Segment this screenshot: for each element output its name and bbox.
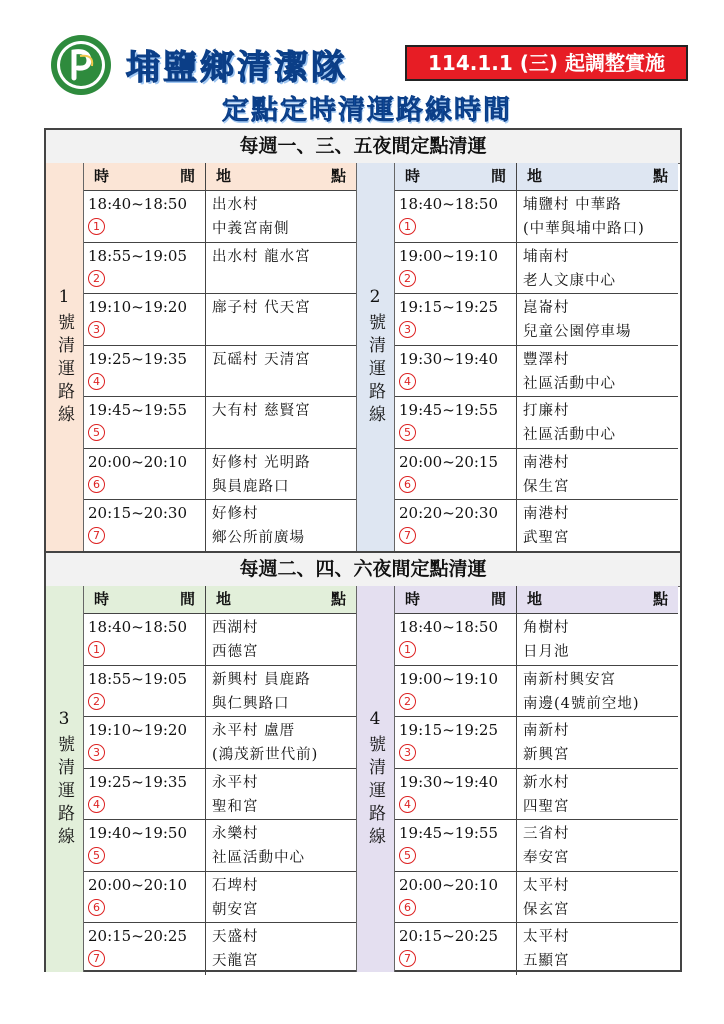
time-range: 19:10~19:20 — [88, 721, 188, 739]
location-line-1: 崑崙村 — [523, 300, 570, 316]
location-line-1: 石埤村 — [212, 877, 259, 894]
location-cell — [517, 346, 678, 397]
location-line-1: 南港村 — [523, 506, 570, 522]
location-line-2: (中華與埔中路口) — [523, 221, 645, 237]
route-3-label: 3號清運路線 — [46, 586, 84, 972]
route-2-table — [395, 163, 678, 552]
stop-number-badge: 2 — [88, 693, 105, 710]
time-cell — [395, 191, 517, 242]
stop-number-badge: 6 — [88, 899, 105, 916]
location-cell — [517, 243, 678, 294]
table-row — [395, 717, 678, 769]
time-range: 18:40~18:50 — [399, 618, 499, 636]
table-row — [84, 872, 356, 924]
time-range: 19:10~19:20 — [88, 298, 188, 316]
location-line-2: 朝安宮 — [212, 901, 259, 918]
stop-number-badge: 4 — [88, 373, 105, 390]
stop-number-badge: 6 — [399, 899, 416, 916]
header-text: 時 — [94, 590, 110, 608]
org-title: 埔鹽鄉清潔隊 — [126, 48, 348, 88]
time-cell — [395, 243, 517, 294]
time-range: 19:15~19:25 — [399, 298, 499, 316]
location-line-2: 鄉公所前廣場 — [212, 530, 305, 546]
location-line-2: 武聖宮 — [523, 530, 570, 546]
time-cell — [84, 500, 206, 552]
location-line-1: 出水村 — [212, 197, 259, 213]
header-text: 點 — [652, 590, 668, 608]
location-line-2: 保玄宮 — [523, 901, 570, 918]
time-cell — [395, 346, 517, 397]
time-range: 19:25~19:35 — [88, 349, 188, 368]
time-cell — [84, 769, 206, 820]
time-cell — [84, 243, 206, 294]
table-header — [84, 163, 356, 191]
time-cell — [84, 449, 206, 500]
location-line-2: 五顯宮 — [523, 953, 570, 969]
section1-banner: 每週一、三、五夜間定點清運 — [46, 130, 680, 164]
table-row — [84, 666, 356, 718]
location-cell — [517, 820, 678, 871]
location-cell — [206, 191, 356, 242]
location-line-1: 南港村 — [523, 454, 570, 471]
time-range: 18:55~19:05 — [88, 246, 188, 265]
location-cell — [206, 872, 356, 923]
route-4-table — [395, 586, 678, 975]
table-row — [84, 191, 356, 243]
time-range: 18:40~18:50 — [399, 195, 499, 213]
location-line-2: 南邊(4號前空地) — [523, 695, 640, 712]
time-cell — [395, 872, 517, 923]
page-subtitle: 定點定時清運路線時間 — [222, 95, 512, 126]
table-row — [395, 614, 678, 666]
location-column-header — [517, 163, 678, 190]
township-logo-icon — [50, 34, 112, 96]
time-range: 20:15~20:30 — [88, 504, 188, 522]
time-range: 18:40~18:50 — [88, 195, 188, 213]
table-row — [84, 346, 356, 398]
table-row — [84, 820, 356, 872]
header-text: 間 — [490, 167, 506, 185]
time-range: 20:00~20:10 — [88, 875, 188, 894]
location-line-2: 與員鹿路口 — [212, 478, 290, 495]
table-row — [84, 923, 356, 975]
time-range: 20:00~20:15 — [399, 452, 499, 471]
stop-number-badge: 4 — [399, 796, 416, 813]
table-row — [395, 397, 678, 449]
time-cell — [84, 820, 206, 871]
location-line-1: 好修村 光明路 — [212, 454, 311, 471]
location-line-1: 太平村 — [523, 929, 570, 945]
table-row — [395, 191, 678, 243]
location-line-1: 打廉村 — [523, 403, 570, 419]
location-line-2: 社區活動中心 — [523, 427, 616, 443]
time-range: 20:15~20:25 — [88, 927, 188, 945]
time-range: 19:45~19:55 — [399, 401, 499, 419]
time-cell — [84, 346, 206, 397]
location-cell — [206, 666, 356, 717]
time-range: 20:20~20:30 — [399, 504, 499, 522]
location-cell — [206, 717, 356, 768]
stop-number-badge: 1 — [88, 218, 105, 235]
location-line-1: 永樂村 — [212, 826, 259, 842]
header-text: 地 — [216, 167, 232, 185]
stop-number-badge: 5 — [88, 847, 105, 864]
location-cell — [517, 666, 678, 717]
time-cell — [395, 923, 517, 975]
stop-number-badge: 1 — [88, 641, 105, 658]
location-line-1: 南新村興安宮 — [523, 671, 616, 688]
table-row — [395, 666, 678, 718]
location-line-2: 社區活動中心 — [523, 375, 616, 392]
location-column-header — [206, 586, 356, 613]
table-row — [84, 449, 356, 501]
time-column-header — [395, 163, 517, 190]
time-cell — [395, 614, 517, 665]
stop-number-badge: 3 — [88, 744, 105, 761]
time-cell — [395, 717, 517, 768]
location-cell — [517, 923, 678, 975]
time-cell — [395, 820, 517, 871]
stop-number-badge: 1 — [399, 641, 416, 658]
time-cell — [395, 294, 517, 345]
location-line-2: 日月池 — [523, 644, 570, 660]
time-range: 20:00~20:10 — [399, 875, 499, 894]
location-line-1: 埔南村 — [523, 248, 570, 265]
time-cell — [395, 769, 517, 820]
location-line-1: 南新村 — [523, 723, 570, 739]
stop-number-badge: 5 — [399, 424, 416, 441]
location-cell — [517, 397, 678, 448]
header-text: 時 — [94, 167, 110, 185]
table-row — [395, 294, 678, 346]
time-cell — [84, 614, 206, 665]
header-text: 點 — [330, 590, 346, 608]
location-line-1: 新水村 — [523, 774, 570, 791]
route-1-table — [84, 163, 356, 552]
time-cell — [395, 500, 517, 552]
time-cell — [84, 294, 206, 345]
location-line-1: 天盛村 — [212, 929, 259, 945]
time-cell — [395, 666, 517, 717]
time-range: 20:15~20:25 — [399, 927, 499, 945]
header-text: 點 — [652, 167, 668, 185]
page-header — [0, 0, 724, 128]
location-line-2: 新興宮 — [523, 747, 570, 763]
header-text: 地 — [216, 590, 232, 608]
table-row — [84, 614, 356, 666]
header-text: 地 — [527, 167, 543, 185]
location-cell — [206, 294, 356, 345]
location-line-2: 聖和宮 — [212, 798, 259, 815]
location-line-1: 三省村 — [523, 826, 570, 842]
location-cell — [206, 769, 356, 820]
location-line-1: 永平村 盧厝 — [212, 723, 296, 739]
stop-number-badge: 3 — [399, 744, 416, 761]
location-cell — [517, 191, 678, 242]
table-row — [395, 243, 678, 295]
header-text: 點 — [330, 167, 346, 185]
stop-number-badge: 2 — [88, 270, 105, 287]
table-row — [395, 769, 678, 821]
time-cell — [84, 666, 206, 717]
stop-number-badge: 6 — [88, 476, 105, 493]
location-line-2: 老人文康中心 — [523, 272, 616, 289]
table-row — [84, 243, 356, 295]
location-line-1: 太平村 — [523, 877, 570, 894]
time-range: 18:55~19:05 — [88, 669, 188, 688]
time-range: 18:40~18:50 — [88, 618, 188, 636]
header-text: 地 — [527, 590, 543, 608]
location-cell — [517, 717, 678, 768]
location-line-2: 天龍宮 — [212, 953, 259, 969]
time-column-header — [84, 586, 206, 613]
table-header — [395, 586, 678, 614]
location-line-2: 兒童公園停車場 — [523, 324, 632, 340]
table-row — [84, 769, 356, 821]
time-column-header — [395, 586, 517, 613]
stop-number-badge: 1 — [399, 218, 416, 235]
stop-number-badge: 4 — [88, 796, 105, 813]
stop-number-badge: 2 — [399, 693, 416, 710]
time-cell — [84, 191, 206, 242]
location-cell — [206, 923, 356, 975]
table-row — [84, 397, 356, 449]
stop-number-badge: 7 — [399, 950, 416, 967]
time-range: 19:40~19:50 — [88, 824, 188, 842]
location-cell — [517, 294, 678, 345]
location-column-header — [206, 163, 356, 190]
stop-number-badge: 2 — [399, 270, 416, 287]
table-header — [84, 586, 356, 614]
time-range: 19:00~19:10 — [399, 246, 499, 265]
table-row — [395, 500, 678, 552]
stop-number-badge: 7 — [88, 950, 105, 967]
location-cell — [206, 500, 356, 552]
time-range: 19:45~19:55 — [88, 401, 188, 419]
location-line-1: 豐澤村 — [523, 351, 570, 368]
table-row — [395, 923, 678, 975]
location-cell — [206, 614, 356, 665]
location-cell — [517, 500, 678, 552]
location-line-1: 出水村 龍水宮 — [212, 248, 311, 265]
location-cell — [206, 397, 356, 448]
time-range: 19:25~19:35 — [88, 772, 188, 791]
location-cell — [517, 449, 678, 500]
stop-number-badge: 4 — [399, 373, 416, 390]
location-line-2: 中義宮南側 — [212, 221, 290, 237]
stop-number-badge: 6 — [399, 476, 416, 493]
table-header — [395, 163, 678, 191]
location-cell — [206, 346, 356, 397]
header-text: 間 — [179, 590, 195, 608]
time-column-header — [84, 163, 206, 190]
table-row — [84, 500, 356, 552]
header-text: 間 — [179, 167, 195, 185]
location-line-2: 社區活動中心 — [212, 850, 305, 866]
stop-number-badge: 3 — [88, 321, 105, 338]
time-cell — [84, 923, 206, 975]
location-column-header — [517, 586, 678, 613]
location-line-1: 大有村 慈賢宮 — [212, 403, 311, 419]
location-cell — [206, 820, 356, 871]
time-range: 19:45~19:55 — [399, 824, 499, 842]
time-range: 19:00~19:10 — [399, 669, 499, 688]
time-range: 19:30~19:40 — [399, 349, 499, 368]
location-cell — [206, 243, 356, 294]
time-cell — [84, 872, 206, 923]
location-line-2: 四聖宮 — [523, 798, 570, 815]
location-line-1: 角樹村 — [523, 620, 570, 636]
location-line-1: 瓦磘村 天清宮 — [212, 351, 311, 368]
location-cell — [206, 449, 356, 500]
stop-number-badge: 7 — [88, 527, 105, 544]
route-1-label: 1號清運路線 — [46, 163, 84, 551]
table-row — [84, 294, 356, 346]
time-range: 19:30~19:40 — [399, 772, 499, 791]
schedule-table — [44, 128, 682, 972]
location-line-2: 奉安宮 — [523, 850, 570, 866]
stop-number-badge: 5 — [88, 424, 105, 441]
time-cell — [84, 717, 206, 768]
location-line-1: 西湖村 — [212, 620, 259, 636]
stop-number-badge: 3 — [399, 321, 416, 338]
time-cell — [395, 397, 517, 448]
location-line-1: 永平村 — [212, 774, 259, 791]
location-line-1: 廍子村 代天宮 — [212, 300, 311, 316]
location-line-2: 西德宮 — [212, 644, 259, 660]
location-cell — [517, 872, 678, 923]
location-line-2: 與仁興路口 — [212, 695, 290, 712]
stop-number-badge: 7 — [399, 527, 416, 544]
route-4-label: 4號清運路線 — [356, 586, 395, 972]
table-row — [395, 346, 678, 398]
stop-number-badge: 5 — [399, 847, 416, 864]
location-cell — [517, 769, 678, 820]
location-line-1: 好修村 — [212, 506, 259, 522]
table-row — [395, 449, 678, 501]
section2-banner: 每週二、四、六夜間定點清運 — [46, 551, 680, 587]
location-cell — [517, 614, 678, 665]
time-cell — [395, 449, 517, 500]
header-text: 時 — [405, 167, 421, 185]
table-row — [84, 717, 356, 769]
route-2-label: 2號清運路線 — [356, 163, 395, 551]
header-text: 間 — [490, 590, 506, 608]
route-3-table — [84, 586, 356, 975]
time-cell — [84, 397, 206, 448]
location-line-1: 新興村 員鹿路 — [212, 671, 311, 688]
location-line-2: (鴻茂新世代前) — [212, 747, 319, 763]
time-range: 20:00~20:10 — [88, 452, 188, 471]
location-line-2: 保生宮 — [523, 478, 570, 495]
header-text: 時 — [405, 590, 421, 608]
table-row — [395, 820, 678, 872]
time-range: 19:15~19:25 — [399, 721, 499, 739]
table-row — [395, 872, 678, 924]
effective-date-badge: 114.1.1 (三) 起調整實施 — [405, 45, 688, 81]
location-line-1: 埔鹽村 中華路 — [523, 197, 622, 213]
